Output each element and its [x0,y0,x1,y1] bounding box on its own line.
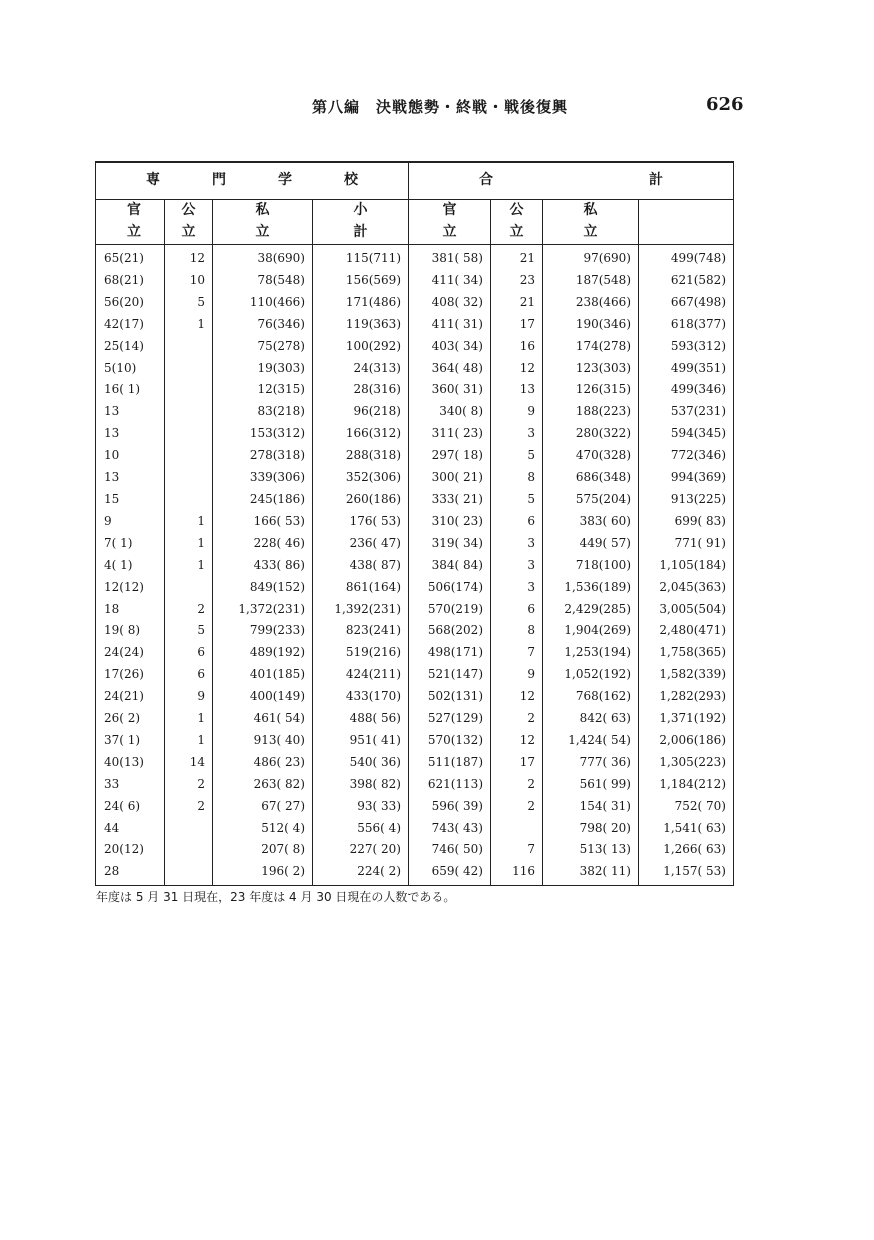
table-cell: 570(219) [409,599,491,621]
table-cell: 486( 23) [213,752,313,774]
table-cell: 24(24) [96,642,165,664]
table-cell: 2 [165,599,213,621]
table-cell: 13 [491,379,543,401]
table-cell: 236( 47) [313,533,409,555]
group-header-char: 学 [278,172,292,189]
table-cell: 913( 40) [213,730,313,752]
table-row [96,445,734,467]
statistics-table [95,161,734,886]
table-cell: 340( 8) [409,401,491,423]
col-header-koritsu: 公 立 [165,200,213,245]
table-cell: 1,424( 54) [543,730,639,752]
table-cell: 1 [165,511,213,533]
table-cell [165,423,213,445]
table-cell: 400(149) [213,686,313,708]
table-cell: 556( 4) [313,818,409,840]
table-row [96,511,734,533]
table-cell: 768(162) [543,686,639,708]
table-cell: 21 [491,245,543,270]
table-row [96,533,734,555]
table-cell: 621(582) [639,270,734,292]
table-cell: 187(548) [543,270,639,292]
table-cell: 593(312) [639,336,734,358]
table-cell: 228( 46) [213,533,313,555]
table-cell: 411( 31) [409,314,491,336]
table-row [96,642,734,664]
table-row [96,796,734,818]
table-cell: 16 [491,336,543,358]
table-cell: 14 [165,752,213,774]
table-cell: 746( 50) [409,839,491,861]
col-header-shiritsu: 私 立 [213,200,313,245]
table-cell: 224( 2) [313,861,409,885]
table-cell: 659( 42) [409,861,491,885]
table-cell: 499(351) [639,358,734,380]
group-header-char: 合 [479,172,493,189]
table-cell: 83(218) [213,401,313,423]
group-header-char: 門 [212,172,226,189]
table-cell: 6 [165,664,213,686]
table-row [96,708,734,730]
table-cell: 5(10) [96,358,165,380]
table-cell: 13 [96,401,165,423]
table-cell: 227( 20) [313,839,409,861]
table-cell: 93( 33) [313,796,409,818]
table-cell: 28 [96,861,165,885]
table-cell: 424(211) [313,664,409,686]
table-cell: 280(322) [543,423,639,445]
table-row [96,379,734,401]
table-cell: 2 [165,796,213,818]
table-cell: 24(21) [96,686,165,708]
table-cell: 502(131) [409,686,491,708]
table-row [96,555,734,577]
table-cell: 6 [491,511,543,533]
table-cell: 2 [491,708,543,730]
table-cell: 438( 87) [313,555,409,577]
table-cell: 513( 13) [543,839,639,861]
table-cell: 771( 91) [639,533,734,555]
table-cell: 166(312) [313,423,409,445]
total-group-header [409,162,734,200]
table-cell: 263( 82) [213,774,313,796]
table-cell: 411( 34) [409,270,491,292]
table-cell: 297( 18) [409,445,491,467]
table-cell: 1,392(231) [313,599,409,621]
table-cell: 521(147) [409,664,491,686]
table-cell: 238(466) [543,292,639,314]
table-cell: 561( 99) [543,774,639,796]
table-cell: 166( 53) [213,511,313,533]
table-cell: 519(216) [313,642,409,664]
table-cell: 110(466) [213,292,313,314]
table-cell: 9 [491,664,543,686]
table-cell: 461( 54) [213,708,313,730]
table-cell: 20(12) [96,839,165,861]
table-cell: 799(233) [213,620,313,642]
table-cell: 5 [491,445,543,467]
table-row [96,358,734,380]
table-cell: 126(315) [543,379,639,401]
table-cell [165,577,213,599]
table-cell: 100(292) [313,336,409,358]
table-cell: 384( 84) [409,555,491,577]
table-cell: 76(346) [213,314,313,336]
group-header-char: 計 [649,172,663,189]
table-cell: 667(498) [639,292,734,314]
table-cell: 154( 31) [543,796,639,818]
table-cell: 382( 11) [543,861,639,885]
table-row [96,245,734,270]
table-cell: 33 [96,774,165,796]
table-cell: 470(328) [543,445,639,467]
col-header-total-kanritsu: 官 立 [409,200,491,245]
table-cell: 245(186) [213,489,313,511]
table-cell: 5 [165,620,213,642]
table-cell: 1,052(192) [543,664,639,686]
table-row [96,270,734,292]
table-cell: 1,282(293) [639,686,734,708]
table-cell [165,861,213,885]
table-cell: 618(377) [639,314,734,336]
table-cell: 1,758(365) [639,642,734,664]
table-cell: 596( 39) [409,796,491,818]
table-cell: 4( 1) [96,555,165,577]
table-cell: 21 [491,292,543,314]
table-cell: 300( 21) [409,467,491,489]
table-row [96,774,734,796]
table-cell: 1,184(212) [639,774,734,796]
table-cell: 38(690) [213,245,313,270]
table-cell: 174(278) [543,336,639,358]
table-cell: 12 [491,358,543,380]
table-cell: 568(202) [409,620,491,642]
table-row [96,577,734,599]
table-row [96,664,734,686]
table-cell: 156(569) [313,270,409,292]
table-cell: 381( 58) [409,245,491,270]
table-cell [165,445,213,467]
table-cell: 488( 56) [313,708,409,730]
table-cell: 408( 32) [409,292,491,314]
table-cell: 56(20) [96,292,165,314]
table-cell: 333( 21) [409,489,491,511]
table-cell: 19(303) [213,358,313,380]
table-cell [165,336,213,358]
table-cell: 2 [491,796,543,818]
col-header-total-koritsu: 公 立 [491,200,543,245]
table-row [96,467,734,489]
table-cell [165,358,213,380]
table-cell: 540( 36) [313,752,409,774]
table-cell: 196( 2) [213,861,313,885]
table-cell: 8 [491,620,543,642]
table-cell: 1,541( 63) [639,818,734,840]
table-cell: 13 [96,423,165,445]
table-row [96,599,734,621]
table-body [96,245,734,886]
table-cell: 7 [491,642,543,664]
table-cell: 75(278) [213,336,313,358]
table-cell [165,467,213,489]
table-cell: 433(170) [313,686,409,708]
table-cell: 7( 1) [96,533,165,555]
table-cell: 96(218) [313,401,409,423]
table-cell: 3 [491,533,543,555]
table-cell: 18 [96,599,165,621]
table-cell: 2 [165,774,213,796]
table-cell: 511(187) [409,752,491,774]
table-row [96,489,734,511]
table-row [96,620,734,642]
table-cell: 17 [491,314,543,336]
table-cell: 686(348) [543,467,639,489]
table-cell: 3 [491,423,543,445]
table-cell: 506(174) [409,577,491,599]
table-cell: 498(171) [409,642,491,664]
table-cell: 1 [165,730,213,752]
table-cell: 1,253(194) [543,642,639,664]
table-cell: 798( 20) [543,818,639,840]
table-cell: 6 [165,642,213,664]
table-row [96,818,734,840]
table-cell: 25(14) [96,336,165,358]
table-cell: 44 [96,818,165,840]
table-row [96,401,734,423]
table-cell: 570(132) [409,730,491,752]
table-cell: 1 [165,533,213,555]
table-cell: 1,105(184) [639,555,734,577]
senmon-gakko-group-header [96,162,409,200]
table-cell: 153(312) [213,423,313,445]
table-cell: 994(369) [639,467,734,489]
group-header-char: 校 [344,172,358,189]
table-cell: 311( 23) [409,423,491,445]
table-cell: 37( 1) [96,730,165,752]
table-cell: 499(748) [639,245,734,270]
table-cell: 24(313) [313,358,409,380]
table-row [96,292,734,314]
table-cell: 97(690) [543,245,639,270]
table-cell: 12 [165,245,213,270]
table-cell: 9 [165,686,213,708]
table-cell: 17(26) [96,664,165,686]
table-cell: 190(346) [543,314,639,336]
table-cell: 951( 41) [313,730,409,752]
table-cell: 319( 34) [409,533,491,555]
table-cell: 16( 1) [96,379,165,401]
table-row [96,423,734,445]
table-cell: 24( 6) [96,796,165,818]
table-cell: 1,371(192) [639,708,734,730]
table-cell: 5 [491,489,543,511]
table-row [96,686,734,708]
table-cell: 512( 4) [213,818,313,840]
table-cell: 9 [491,401,543,423]
table-cell: 1 [165,555,213,577]
table-cell: 594(345) [639,423,734,445]
col-header-total-shiritsu: 私 立 [543,200,639,245]
table-cell: 67( 27) [213,796,313,818]
table-cell: 339(306) [213,467,313,489]
table-cell: 12 [491,686,543,708]
table-cell [165,379,213,401]
table-cell [491,818,543,840]
table-cell: 527(129) [409,708,491,730]
table-cell: 8 [491,467,543,489]
table-cell: 489(192) [213,642,313,664]
footnote: 年度は 5 月 31 日現在，23 年度は 4 月 30 日現在の人数である。 [96,890,456,904]
table-cell: 171(486) [313,292,409,314]
table-cell: 913(225) [639,489,734,511]
table-cell: 1 [165,708,213,730]
table-cell: 575(204) [543,489,639,511]
table-cell: 449( 57) [543,533,639,555]
group-header-char: 専 [146,172,160,189]
table-cell: 6 [491,599,543,621]
table-cell: 2 [491,774,543,796]
table-cell: 1,536(189) [543,577,639,599]
table-cell: 13 [96,467,165,489]
table-cell: 2,045(363) [639,577,734,599]
table-cell [165,818,213,840]
running-title: 第八編 決戦態勢・終戦・戦後復興 [312,98,569,116]
table-cell: 40(13) [96,752,165,774]
page-number: 626 [706,94,744,115]
table-cell: 68(21) [96,270,165,292]
table-cell: 78(548) [213,270,313,292]
table-cell: 10 [165,270,213,292]
table-cell: 1,157( 53) [639,861,734,885]
table-row [96,861,734,885]
table-cell: 12 [491,730,543,752]
table-cell: 288(318) [313,445,409,467]
table-row [96,839,734,861]
table-cell: 752( 70) [639,796,734,818]
table-cell: 310( 23) [409,511,491,533]
sub-header-row [96,200,734,245]
table-cell: 352(306) [313,467,409,489]
table-cell: 823(241) [313,620,409,642]
table-row [96,314,734,336]
table-cell [165,401,213,423]
table-cell: 383( 60) [543,511,639,533]
table-cell: 842( 63) [543,708,639,730]
table-cell: 743( 43) [409,818,491,840]
table-cell: 17 [491,752,543,774]
table-cell: 360( 31) [409,379,491,401]
table-cell: 1 [165,314,213,336]
col-header-total-sum [639,200,734,245]
table-cell: 849(152) [213,577,313,599]
table-cell: 260(186) [313,489,409,511]
table-cell: 499(346) [639,379,734,401]
table-cell: 403( 34) [409,336,491,358]
table-cell: 12(315) [213,379,313,401]
table-cell: 12(12) [96,577,165,599]
table-cell: 537(231) [639,401,734,423]
table-cell: 5 [165,292,213,314]
table-cell: 19( 8) [96,620,165,642]
table-cell: 278(318) [213,445,313,467]
table-cell: 15 [96,489,165,511]
table-cell: 23 [491,270,543,292]
table-cell: 207( 8) [213,839,313,861]
table-cell: 188(223) [543,401,639,423]
table-row [96,336,734,358]
table-cell: 2,480(471) [639,620,734,642]
table-cell: 123(303) [543,358,639,380]
group-header-row [96,162,734,200]
table-cell: 9 [96,511,165,533]
table-cell: 42(17) [96,314,165,336]
table-cell: 398( 82) [313,774,409,796]
table-cell: 119(363) [313,314,409,336]
table-row [96,752,734,774]
table-cell: 364( 48) [409,358,491,380]
table-cell: 3 [491,555,543,577]
table-cell: 28(316) [313,379,409,401]
table-cell: 1,305(223) [639,752,734,774]
table-cell: 2,429(285) [543,599,639,621]
table-cell: 10 [96,445,165,467]
table-row [96,730,734,752]
table-cell: 1,266( 63) [639,839,734,861]
table-cell: 3 [491,577,543,599]
table-cell [165,489,213,511]
table-cell: 116 [491,861,543,885]
table-cell: 699( 83) [639,511,734,533]
table-cell: 718(100) [543,555,639,577]
table-cell: 2,006(186) [639,730,734,752]
table-cell: 65(21) [96,245,165,270]
table-cell: 1,582(339) [639,664,734,686]
table-cell: 1,372(231) [213,599,313,621]
table-cell: 3,005(504) [639,599,734,621]
table-cell: 115(711) [313,245,409,270]
table-cell: 1,904(269) [543,620,639,642]
table-cell [165,839,213,861]
table-cell: 621(113) [409,774,491,796]
table-cell: 777( 36) [543,752,639,774]
table-cell: 7 [491,839,543,861]
table-cell: 26( 2) [96,708,165,730]
table-cell: 401(185) [213,664,313,686]
table-cell: 176( 53) [313,511,409,533]
table-cell: 861(164) [313,577,409,599]
table-cell: 433( 86) [213,555,313,577]
col-header-shokei: 小 計 [313,200,409,245]
table-cell: 772(346) [639,445,734,467]
col-header-kanritsu: 官 立 [96,200,165,245]
